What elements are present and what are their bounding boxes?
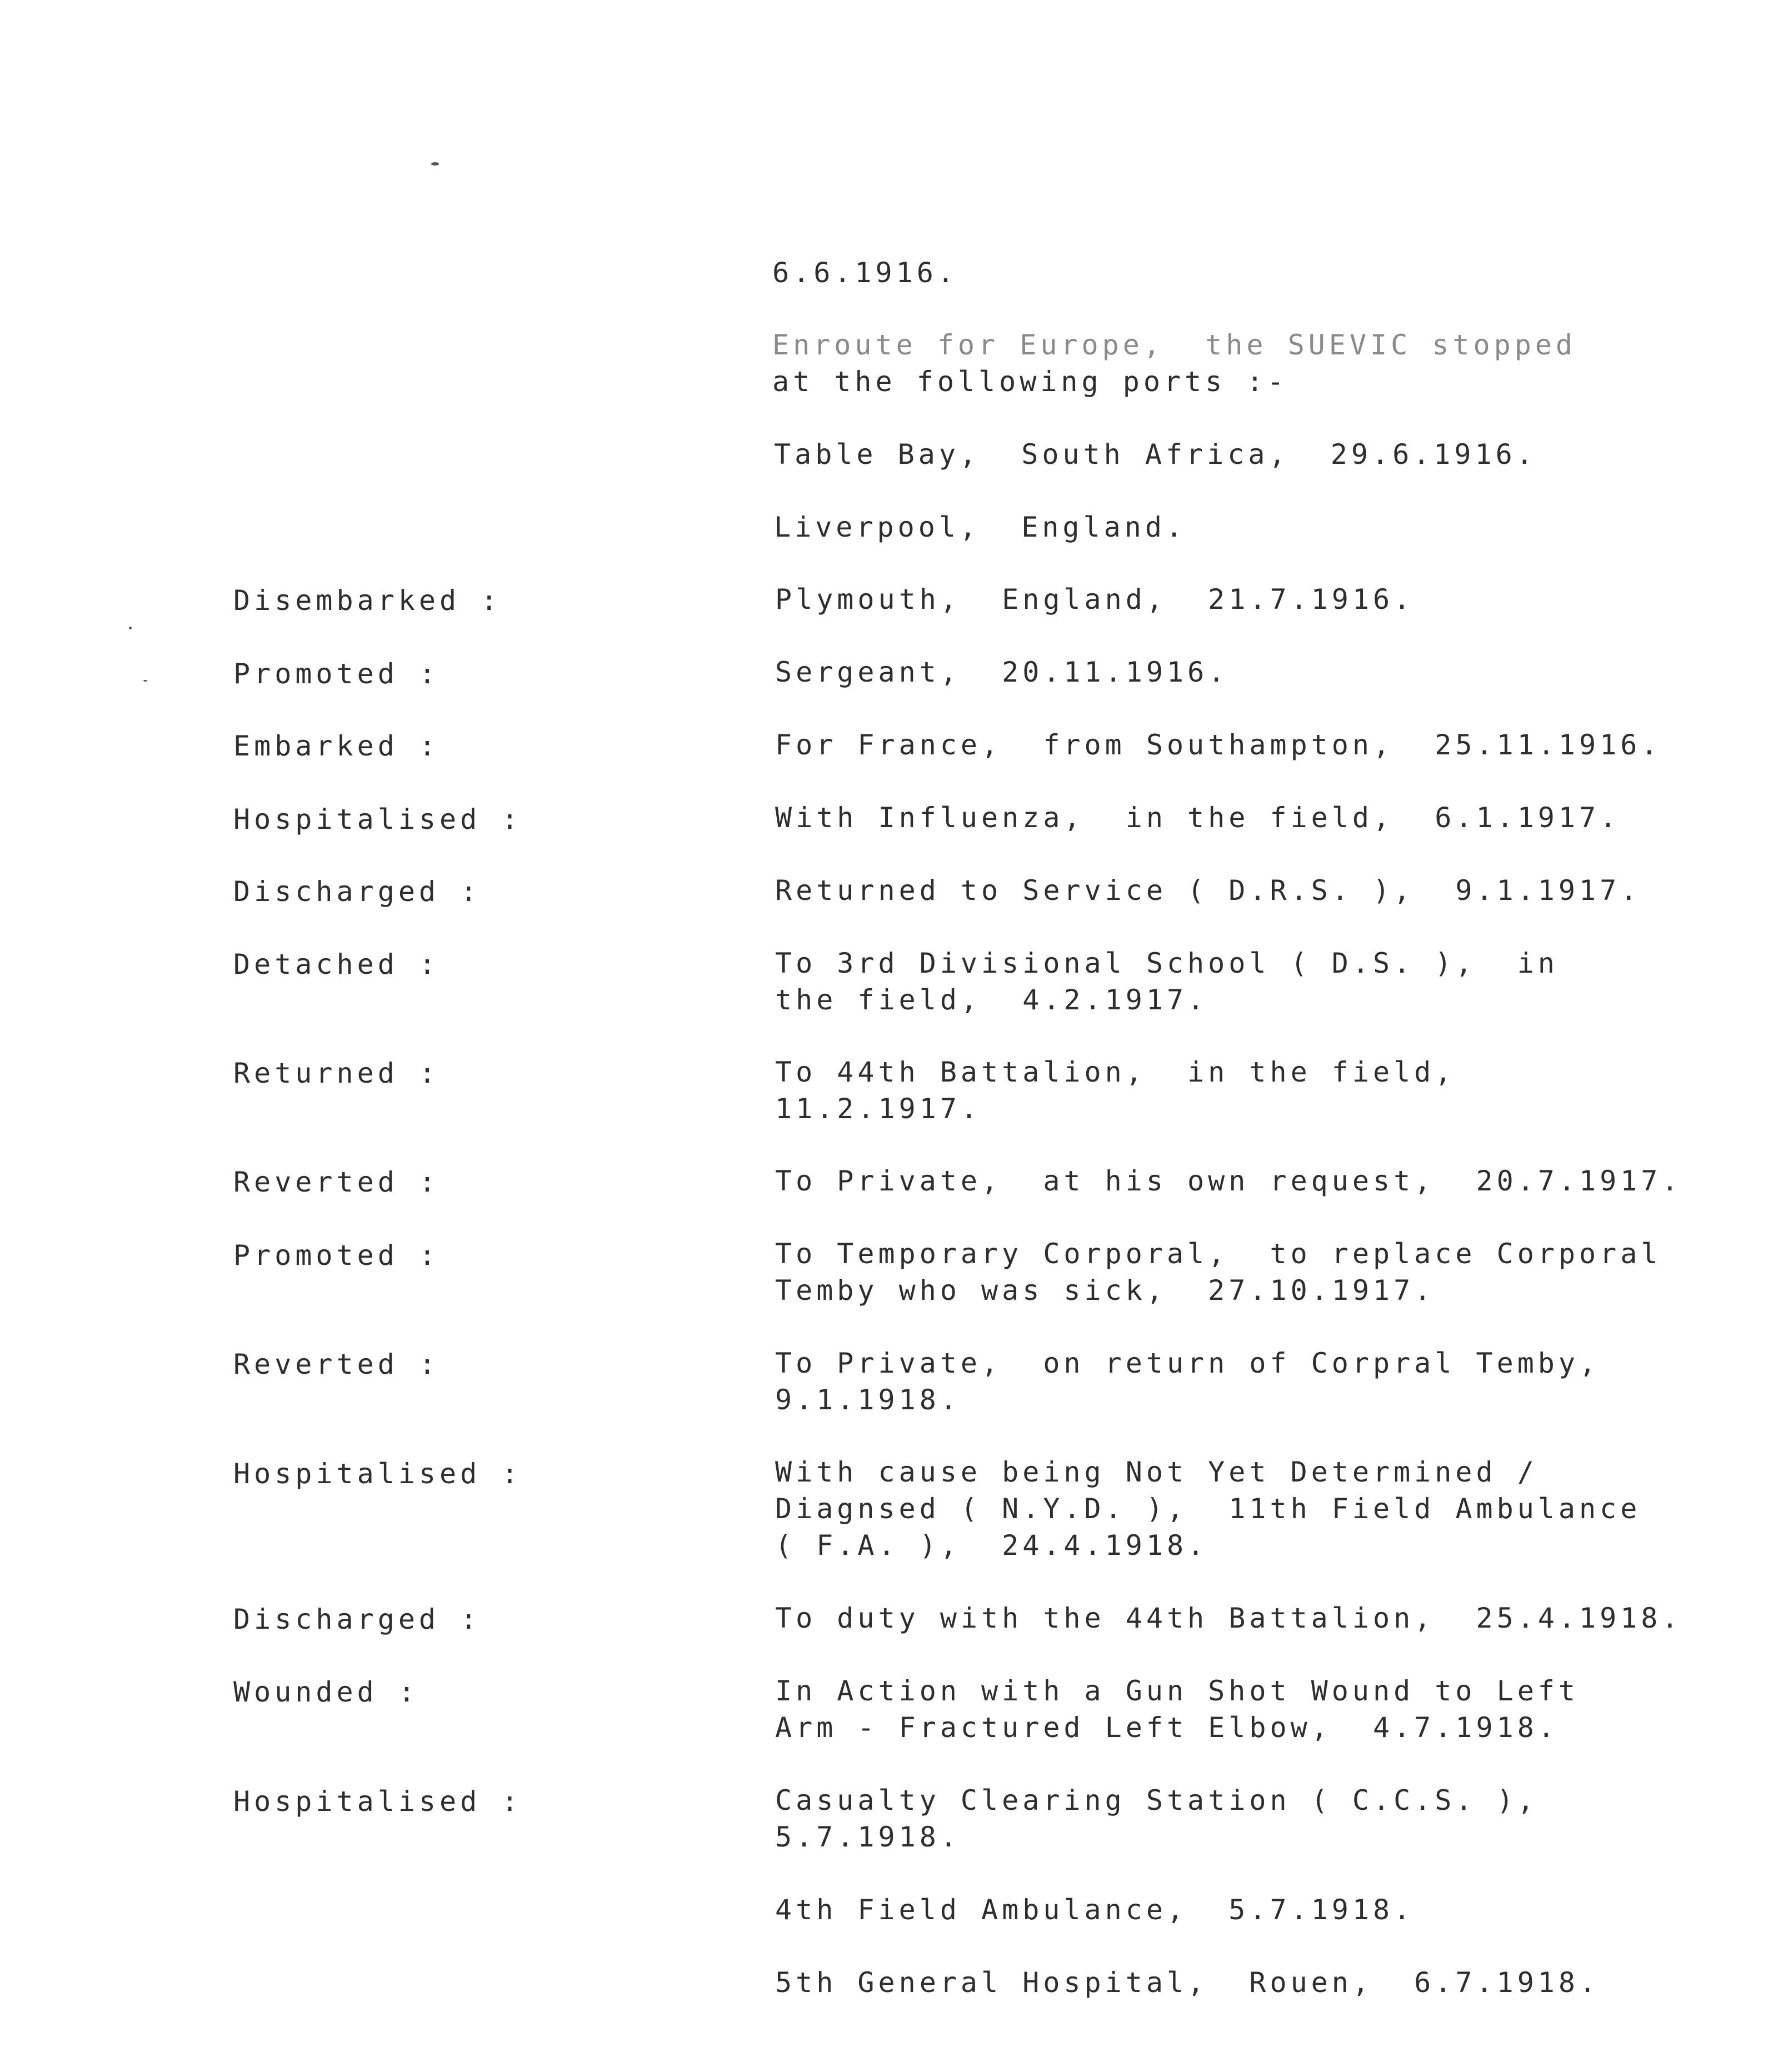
entry-text: With cause being Not Yet Determined / [775,1456,1538,1488]
entry-label: Promoted : [233,658,440,690]
entry-text: ( F.A. ), 24.4.1918. [775,1529,1208,1561]
continuation-item: 4th Field Ambulance, 5.7.1918. [775,1894,1415,1926]
entry-text: the field, 4.2.1917. [775,984,1208,1016]
entry-text: To 3rd Divisional School ( D.S. ), in [775,947,1559,979]
entry-text: Arm - Fractured Left Elbow, 4.7.1918. [775,1711,1559,1744]
entry-label: Discharged : [233,875,481,908]
entry-text: 5.7.1918. [775,1821,961,1853]
entry-text: Temby who was sick, 27.10.1917. [775,1274,1435,1307]
entry-label: Embarked : [233,730,440,762]
entry-label: Detached : [233,948,440,980]
scan-speck [129,627,132,629]
entry-text: 11.2.1917. [775,1093,982,1125]
intro-line-2: at the following ports :- [772,366,1288,398]
entry-text: To Private, at his own request, 20.7.1917. [775,1165,1682,1197]
port-item: Liverpool, England. [774,511,1187,543]
entry-text: To 44th Battalion, in the field, [775,1056,1456,1088]
entry-text: Plymouth, England, 21.7.1916. [775,583,1415,615]
entry-text: Returned to Service ( D.R.S. ), 9.1.1917. [775,874,1641,907]
entry-label: Discharged : [233,1603,481,1635]
entry-text: In Action with a Gun Shot Wound to Left [775,1675,1579,1707]
record-date: 6.6.1916. [772,257,958,289]
entry-text: To Private, on return of Corpral Temby, [775,1347,1600,1379]
entry-label: Promoted : [233,1239,440,1272]
entry-label: Hospitalised : [233,803,522,835]
entry-label: Hospitalised : [233,1785,522,1818]
scan-speck [143,680,147,682]
entry-label: Reverted : [233,1166,440,1198]
entry-text: Diagnsed ( N.Y.D. ), 11th Field Ambulance [775,1493,1641,1525]
entry-label: Disembarked : [233,584,502,617]
entry-label: Hospitalised : [233,1458,522,1490]
entry-label: Wounded : [233,1676,419,1708]
entry-text: 9.1.1918. [775,1384,961,1416]
entry-label: Returned : [233,1057,440,1089]
entry-text: Casualty Clearing Station ( C.C.S. ), [775,1784,1538,1816]
entry-text: With Influenza, in the field, 6.1.1917. [775,802,1621,834]
continuation-item: 5th General Hospital, Rouen, 6.7.1918. [775,1966,1600,1999]
entry-label: Reverted : [233,1348,440,1380]
port-item: Table Bay, South Africa, 29.6.1916. [774,438,1537,471]
entry-text: To duty with the 44th Battalion, 25.4.1918. [775,1602,1682,1634]
scan-speck [431,162,439,166]
intro-line-1: Enroute for Europe, the SUEVIC stopped [772,329,1576,361]
entry-text: To Temporary Corporal, to replace Corporal [775,1238,1662,1270]
entry-text: Sergeant, 20.11.1916. [775,656,1229,688]
entry-text: For France, from Southampton, 25.11.1916. [775,729,1662,761]
